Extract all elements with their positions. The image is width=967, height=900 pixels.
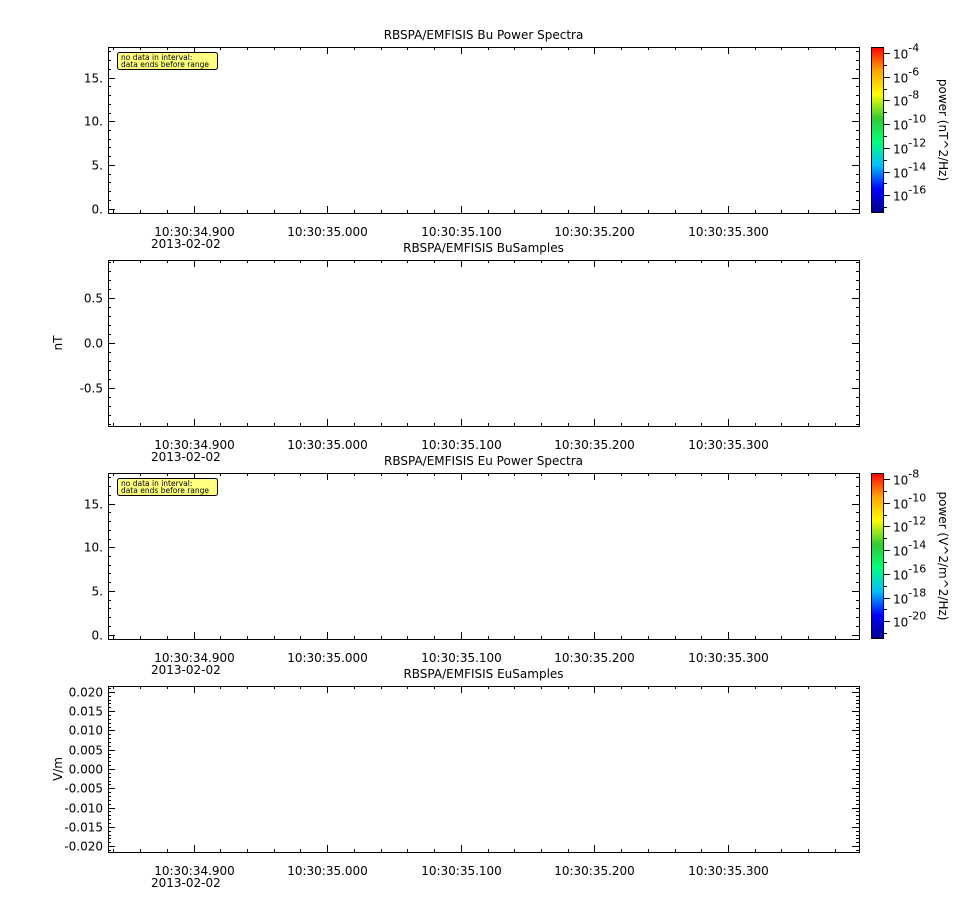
y-tick-label: 0.020 (68, 685, 103, 700)
x-tick-label: 10:30:35.000 (287, 438, 368, 452)
message-line: data ends before range (121, 60, 210, 69)
x-tick-label: 10:30:35.100 (421, 651, 502, 665)
tick-base: 10 (893, 142, 909, 157)
tick-base: 10 (893, 47, 909, 62)
tick-exponent: -6 (908, 65, 920, 79)
no-data-message (118, 479, 218, 496)
tick-exponent: -10 (908, 112, 927, 126)
y-tick-label: 0.0 (83, 336, 103, 351)
y-tick-label: -0.015 (64, 820, 103, 835)
plot-frame (109, 261, 860, 427)
tick-exponent: -16 (908, 562, 927, 576)
y-tick-label: -0.5 (79, 381, 103, 396)
tick-exponent: -8 (908, 88, 920, 102)
colorbar-label: power (V^2/m^2/Hz) (936, 491, 950, 621)
panel-title: RBSPA/EMFISIS BuSamples (403, 241, 564, 255)
y-tick-label: 15. (83, 71, 103, 86)
plot-frame (109, 474, 860, 640)
tick-exponent: -12 (908, 136, 927, 150)
x-tick-label: 10:30:34.900 (154, 438, 235, 452)
y-tick-label: 0.5 (83, 291, 103, 306)
x-tick-label: 10:30:35.100 (421, 864, 502, 878)
tick-base: 10 (893, 189, 909, 204)
y-tick-label: -0.005 (64, 781, 103, 796)
panel-title: RBSPA/EMFISIS Bu Power Spectra (383, 28, 584, 42)
x-tick-label: 10:30:35.000 (287, 651, 368, 665)
tick-base: 10 (893, 497, 909, 512)
date-label: 2013-02-02 (151, 450, 221, 464)
colorbar-tick-label (893, 161, 926, 181)
y-axis-label: V/m (51, 757, 65, 781)
x-tick-label: 10:30:35.200 (554, 651, 635, 665)
message-line: data ends before range (121, 486, 210, 495)
no-data-message (118, 53, 218, 70)
date-label: 2013-02-02 (151, 663, 221, 677)
y-tick-label: 0. (91, 628, 103, 643)
colorbar-gradient (871, 473, 884, 639)
tick-exponent: -8 (908, 467, 920, 481)
y-tick-label: 10. (83, 114, 103, 129)
message-line: no data in interval: (121, 479, 193, 488)
date-label: 2013-02-02 (151, 876, 221, 890)
tick-exponent: -14 (908, 538, 927, 552)
y-tick-label: 0.010 (68, 723, 103, 738)
x-tick-label: 10:30:35.300 (688, 225, 769, 239)
tick-base: 10 (893, 71, 909, 86)
panel-2 (51, 241, 860, 464)
x-tick-label: 10:30:35.200 (554, 438, 635, 452)
colorbar-tick-label (893, 539, 926, 559)
colorbar (871, 42, 950, 214)
colorbar-tick-label (893, 184, 926, 204)
tick-base: 10 (893, 118, 909, 133)
x-tick-label: 10:30:35.300 (688, 864, 769, 878)
tick-base: 10 (893, 544, 909, 559)
colorbar-tick-label (893, 113, 926, 133)
x-tick-label: 10:30:35.300 (688, 651, 769, 665)
tick-base: 10 (893, 473, 909, 488)
x-tick-label: 10:30:35.000 (287, 225, 368, 239)
tick-exponent: -18 (908, 586, 927, 600)
colorbar (871, 468, 950, 640)
x-tick-label: 10:30:34.900 (154, 651, 235, 665)
colorbar-tick-label (893, 89, 919, 109)
x-tick-label: 10:30:34.900 (154, 864, 235, 878)
tick-exponent: -20 (908, 609, 927, 623)
x-tick-label: 10:30:34.900 (154, 225, 235, 239)
y-tick-label: -0.020 (64, 839, 103, 854)
tick-base: 10 (893, 166, 909, 181)
message-line: no data in interval: (121, 53, 193, 62)
panel-title: RBSPA/EMFISIS Eu Power Spectra (384, 454, 583, 468)
colorbar-tick-label (893, 66, 919, 86)
colorbar-gradient (871, 47, 884, 213)
colorbar-tick-label (893, 515, 926, 535)
colorbar-tick-label (893, 468, 919, 488)
x-tick-label: 10:30:35.100 (421, 225, 502, 239)
x-tick-label: 10:30:35.100 (421, 438, 502, 452)
tick-base: 10 (893, 94, 909, 109)
y-axis-label: nT (51, 335, 65, 351)
colorbar-tick-label (893, 137, 926, 157)
tick-exponent: -16 (908, 183, 927, 197)
y-tick-label: -0.010 (64, 801, 103, 816)
tick-base: 10 (893, 520, 909, 535)
plot-frame (109, 48, 860, 214)
y-tick-label: 15. (83, 497, 103, 512)
y-tick-label: 0. (91, 202, 103, 217)
colorbar-tick-label (893, 587, 926, 607)
tick-base: 10 (893, 568, 909, 583)
y-tick-label: 10. (83, 540, 103, 555)
colorbar-tick-label (893, 610, 926, 630)
colorbar-tick-label (893, 563, 926, 583)
tick-exponent: -14 (908, 160, 927, 174)
colorbar-tick-label (893, 492, 926, 512)
x-tick-label: 10:30:35.200 (554, 864, 635, 878)
tick-base: 10 (893, 615, 909, 630)
y-tick-label: 0.015 (68, 704, 103, 719)
colorbar-tick-label (893, 42, 919, 62)
date-label: 2013-02-02 (151, 237, 221, 251)
panel-3 (84, 454, 950, 677)
y-tick-label: 0.005 (68, 743, 103, 758)
plot-frame (109, 687, 860, 853)
panel-title: RBSPA/EMFISIS EuSamples (403, 667, 564, 681)
x-tick-label: 10:30:35.000 (287, 864, 368, 878)
tick-exponent: -10 (908, 491, 927, 505)
x-tick-label: 10:30:35.200 (554, 225, 635, 239)
panel-4 (51, 667, 860, 890)
panel-1 (84, 28, 950, 251)
tick-base: 10 (893, 592, 909, 607)
y-tick-label: 0.000 (68, 762, 103, 777)
tick-exponent: -4 (908, 41, 920, 55)
y-tick-label: 5. (91, 158, 103, 173)
tick-exponent: -12 (908, 514, 927, 528)
x-tick-label: 10:30:35.300 (688, 438, 769, 452)
colorbar-label: power (nT^2/Hz) (936, 78, 950, 182)
y-tick-label: 5. (91, 584, 103, 599)
